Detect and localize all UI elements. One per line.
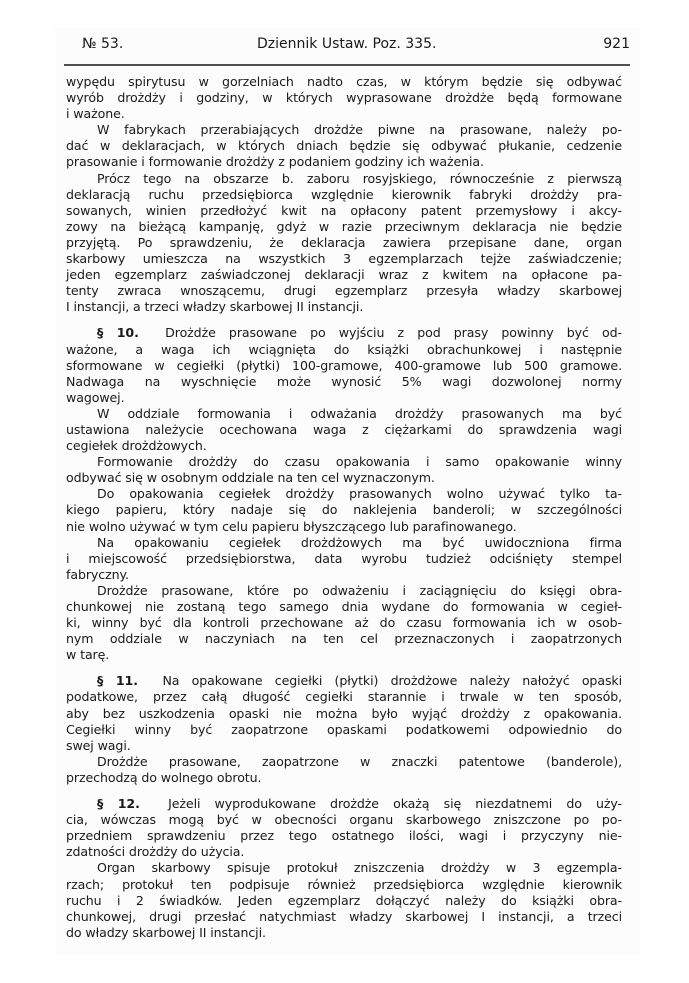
text-line: cegiełek drożdżowych. — [66, 438, 207, 454]
text-line-content: Jeżeli wyprodukowane drożdże okażą się niezdatnemi do uży- — [168, 796, 623, 812]
text-line: ki, winny być dla kontroli przechowane aż do czasu formowania ich w osob- — [66, 615, 622, 631]
text-line: tenty zwraca wnoszącemu, drugi egzemplarz przesyła władzy skarbowej — [66, 283, 622, 299]
text-line: i miejscowość przedsiębiorstwa, data wyrobu tudzież odciśnięty stempel — [66, 550, 622, 566]
journal-title: Dziennik Ustaw. Poz. 335. — [257, 36, 437, 52]
text-line: Formowanie drożdży do czasu opakowania i samo opakowanie winny — [97, 454, 622, 470]
text-line: ustawiona należycie ocechowana waga z ciężarkami do sprawdzenia wagi — [66, 421, 622, 437]
section-11 — [66, 673, 622, 753]
text-line: wypędu spirytusu w gorzelniach nadto czas, w którym będzie się odbywać — [66, 74, 622, 89]
text-line: Drożdże prasowane, które po odważeniu i zaciągnięciu do księgi obra- — [97, 582, 622, 598]
text-line: podatkowe, przez całą długość cegiełki starannie i trwale w ten sposób, — [66, 689, 622, 705]
text-line: chunkowej, drugi przesłać natychmiast władzy skarbowej I instancji, a trzeci — [66, 908, 622, 924]
paragraph — [66, 171, 622, 316]
text-line: kiego papieru, który nadaje się do naklejenia banderoli; w szczególności — [66, 502, 622, 518]
text-line: rzach; protokuł ten podpisuje również przedsiębiorca względnie kierownik — [66, 876, 622, 892]
text-line: sformowane w cegiełki (płytki) 100-gramowe, 400-gramowe lub 500 gramowe. — [66, 357, 622, 373]
text-line: Cegiełki winny być zaopatrzone opaskami podatkowemi odpowiednio do — [66, 721, 622, 737]
text-line: aby bez uszkodzenia opaski nie można było wyjąć drożdży z opakowania. — [66, 705, 622, 721]
header-rule — [64, 64, 630, 66]
text-line: do władzy skarbowej II instancji. — [66, 924, 266, 940]
text-line: Organ skarbowy spisuje protokuł zniszczenia drożdży w 3 egzempla- — [97, 860, 622, 876]
paragraph — [66, 406, 622, 454]
text-line — [66, 325, 622, 341]
text-line: cia, wówczas mogą być w obecności organu skarbowego zniszczone po po- — [66, 812, 622, 828]
text-line: nie wolno używać w tym celu papieru błyszczącego lub parafinowanego. — [66, 518, 517, 534]
paragraph — [66, 754, 622, 786]
text-line: fabryczny. — [66, 566, 129, 582]
text-line-content: Drożdże prasowane po wyjściu z pod prasy powinny być od- — [165, 325, 622, 341]
text-line: odbywać się w osobnym oddziale na ten cel wyznaczonym. — [66, 470, 435, 486]
text-line: wyrób drożdży i godziny, w których wyprasowane drożdże będą formowane — [66, 90, 622, 106]
text-line: i ważone. — [66, 106, 125, 122]
page-number: 921 — [603, 36, 630, 52]
section-12 — [66, 796, 622, 860]
text-line: nym oddziale w naczyniach na ten cel przeznaczonych i zaopatrzonych — [66, 631, 622, 647]
issue-number: № 53. — [82, 36, 124, 52]
text-line: zowy na bieżącą kampanję, gdyż w razie przeciwnym deklaracja nie będzie — [66, 218, 622, 234]
page-header — [82, 36, 630, 58]
text-line: w tarę. — [66, 647, 110, 663]
text-line-content: Na opakowane cegiełki (płytki) drożdżowe należy nałożyć opaski — [162, 673, 622, 689]
paragraph — [66, 122, 622, 170]
section-number: § 10. — [97, 325, 139, 341]
text-line: deklaracją ruchu przedsiębiorca względnie kierownik fabryki drożdży pra- — [66, 186, 622, 202]
text-line: przedniem sprawdzeniu przez tego ostatnego ilości, wagi i przyczyny nie- — [66, 828, 622, 844]
paragraph — [66, 860, 622, 940]
text-line — [66, 796, 622, 812]
paragraph — [66, 583, 622, 663]
text-line: jeden egzemplarz zaświadczonej deklaracji wraz z kwitem na opłacone pa- — [66, 267, 622, 283]
text-line: Drożdże prasowane, zaopatrzone w znaczki patentowe (banderole), — [97, 753, 622, 769]
section-number: § 12. — [97, 796, 140, 812]
text-line: Do opakowania cegiełek drożdży prasowanych wolno używać tylko ta- — [97, 486, 622, 502]
text-line: sowanych, winien przedłożyć kwit na opłacony patent przemysłowy i akcy- — [66, 202, 622, 218]
text-line: I instancji, a trzeci władzy skarbowej II instancji. — [66, 299, 364, 315]
text-line: W oddziale formowania i odważania drożdży prasowanych ma być — [97, 405, 622, 421]
text-line: W fabrykach przerabiających drożdże piwne na prasowane, należy po- — [97, 122, 622, 138]
text-line: przyjętą. Po sprawdzeniu, że deklaracja zawiera przepisane dane, organ — [66, 234, 622, 250]
text-line: prasowanie i formowanie drożdży z podaniem godziny ich ważenia. — [66, 154, 484, 170]
document-body — [66, 74, 622, 941]
text-line: Nadwaga na wyschnięcie może wynosić 5% wagi dozwolonej normy — [66, 373, 622, 389]
text-line: swej wagi. — [66, 737, 131, 753]
text-line: skarbowy umieszcza na wszystkich 3 egzemplarzach tejże zaświadczenie; — [66, 251, 622, 267]
paragraph — [66, 486, 622, 534]
text-line: dać w deklaracjach, w których dniach będzie się odbywać płukanie, cedzenie — [66, 138, 622, 154]
paragraph — [66, 74, 622, 122]
text-line: chunkowej nie zostaną tego samego dnia wydane do formowania w cegieł- — [66, 599, 622, 614]
paragraph — [66, 535, 622, 583]
text-line: ruchu i 2 świadków. Jeden egzemplarz dołączyć należy do książki obra- — [66, 892, 622, 908]
section-number: § 11. — [97, 673, 138, 689]
paragraph — [66, 454, 622, 486]
text-line: wagowej. — [66, 389, 125, 405]
text-line: ważone, a waga ich wciągnięta do książki obrachunkowej i następnie — [66, 341, 622, 357]
text-line: zdatności drożdży do użycia. — [66, 844, 245, 860]
text-line: Prócz tego na obszarze b. zaboru rosyjskiego, równocześnie z pierwszą — [97, 170, 622, 186]
text-line: Na opakowaniu cegiełek drożdżowych ma być uwidoczniona firma — [97, 534, 622, 550]
section-10 — [66, 325, 622, 405]
text-line: przechodzą do wolnego obrotu. — [66, 769, 262, 785]
text-line — [66, 673, 622, 689]
